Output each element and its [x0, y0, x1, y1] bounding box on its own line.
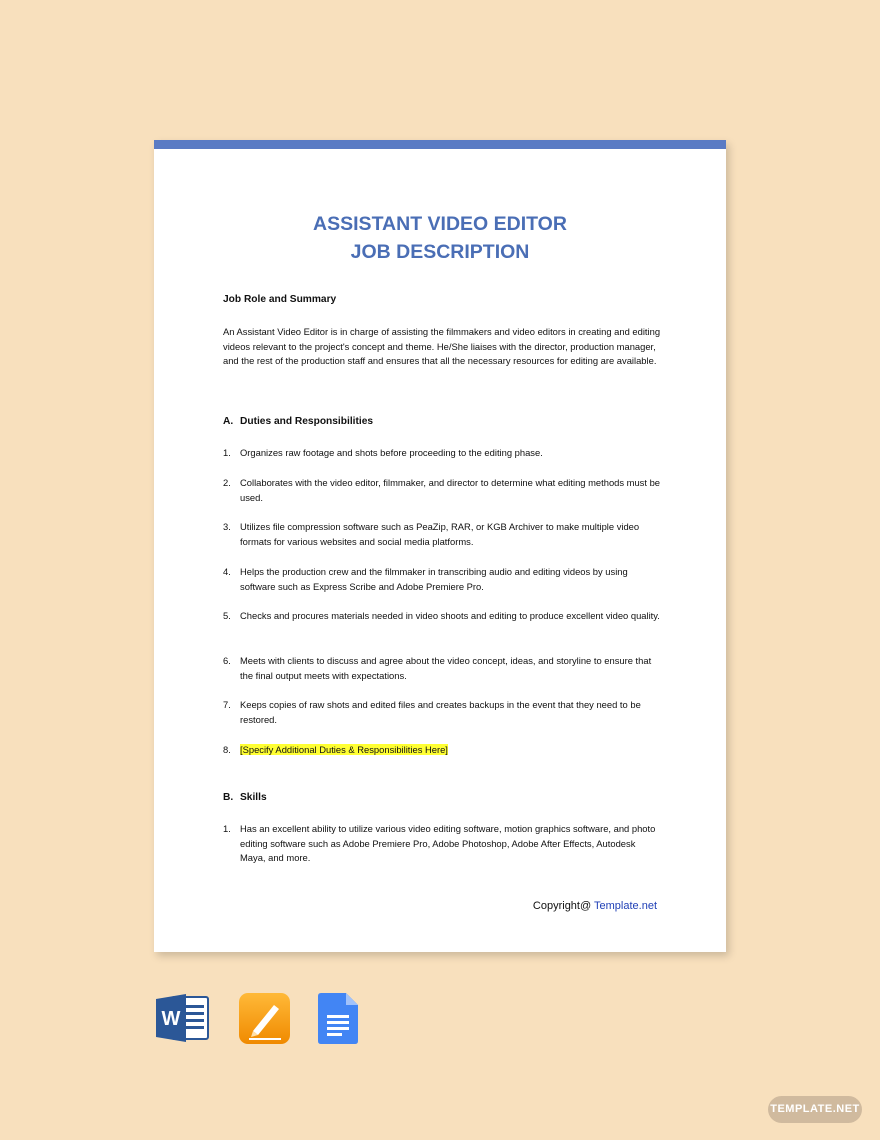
page-accent-bar	[154, 140, 726, 149]
copyright-link[interactable]: Template.net	[594, 900, 657, 912]
summary-text: An Assistant Video Editor is in charge of assisting the filmmakers and video editors in creating and editing videos relevant to the project's concept and theme. He/She liaises with the director, production manager, and the rest of the production staff and ensures that all the necessary resources for editing are available.	[223, 326, 661, 367]
duty-number: 3.	[223, 521, 231, 532]
word-icon[interactable]	[156, 993, 210, 1048]
skill-text: Has an excellent ability to utilize various video editing software, motion graphics software, and photo editing software such as Adobe Premiere Pro, Adobe Photoshop, Adobe After Effects, Autodesk Maya, and more.	[240, 823, 656, 864]
duty-item-6	[223, 654, 663, 683]
skills-heading	[223, 792, 267, 803]
duty-number: 4.	[223, 566, 231, 577]
title-line-1: ASSISTANT VIDEO EDITOR	[313, 213, 567, 235]
duty-number: 5.	[223, 610, 231, 621]
duty-item-4	[223, 565, 663, 594]
duty-item-2	[223, 476, 663, 505]
duty-text: Helps the production crew and the filmmaker in transcribing audio and editing videos by using software such as Express Scribe and Adobe Premiere Pro.	[240, 566, 628, 592]
duty-text: Organizes raw footage and shots before proceeding to the editing phase.	[240, 447, 543, 458]
duties-heading	[223, 416, 373, 427]
duty-text: Collaborates with the video editor, filmmaker, and director to determine what editing methods must be used.	[240, 477, 661, 503]
duty-text: Checks and procures materials needed in video shoots and editing to produce excellent video quality.	[240, 610, 660, 621]
copyright-prefix: Copyright@	[532, 900, 592, 912]
duty-number: 6.	[223, 655, 231, 666]
duty-item-3	[223, 520, 663, 549]
skill-item-1	[223, 822, 663, 866]
copyright-notice	[533, 900, 657, 912]
skill-number: 1.	[223, 823, 231, 834]
duty-text: Keeps copies of raw shots and edited files and creates backups in the event that they need to be restored.	[240, 699, 641, 725]
duty-number: 7.	[223, 699, 231, 710]
duty-number: 1.	[223, 447, 231, 458]
pages-icon[interactable]	[239, 993, 290, 1049]
section-a-title: Duties and Responsibilities	[240, 416, 374, 427]
word-letter: W	[161, 1008, 181, 1030]
google-docs-icon[interactable]	[318, 993, 358, 1049]
duty-text: Meets with clients to discuss and agree about the video concept, ideas, and storyline to ensure that the final output meets with expectations.	[240, 655, 652, 681]
duty-item-1	[223, 446, 663, 461]
template-watermark: TEMPLATE.NET	[768, 1096, 862, 1123]
title-line-2: JOB DESCRIPTION	[350, 241, 530, 263]
duty-item-8	[223, 743, 663, 758]
document-page	[154, 140, 726, 952]
duty-item-5	[223, 609, 663, 624]
section-b-letter: B.	[223, 792, 234, 803]
placeholder-highlight: [Specify Additional Duties & Responsibilities Here]	[240, 744, 448, 755]
duty-text: Utilizes file compression software such as PeaZip, RAR, or KGB Archiver to make multiple video formats for various websites and social media platforms.	[240, 521, 640, 547]
duty-number: 2.	[223, 477, 231, 488]
section-a-letter: A.	[223, 416, 234, 427]
document-title	[154, 210, 726, 266]
section-b-title: Skills	[240, 792, 267, 803]
duty-number: 8.	[223, 744, 231, 755]
summary-heading: Job Role and Summary	[223, 294, 337, 305]
duty-item-7	[223, 698, 663, 727]
